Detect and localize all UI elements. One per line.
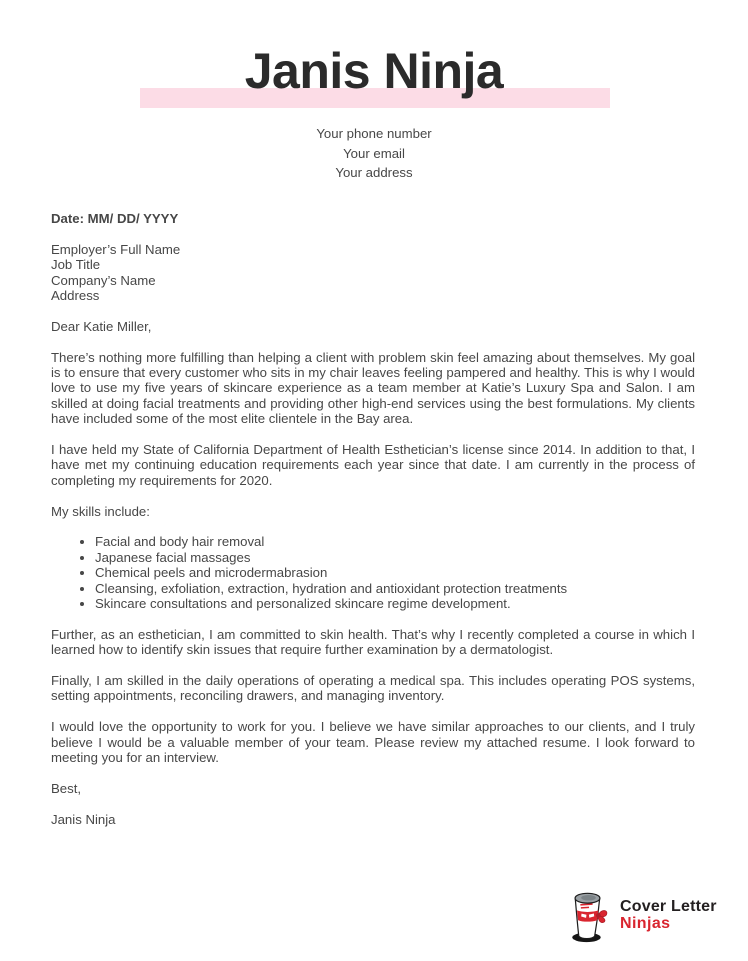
letter-body [51, 211, 695, 827]
paragraph-license: I have held my State of California Department of Health Esthetician’s license since 2014. In addition to that, I have met my continuing education requirements each year since that date. I am currently in the process of completing my requirements for 2020. [51, 442, 695, 488]
valediction: Best, [51, 780, 82, 796]
skill-item: • Facial and body hair removal [95, 534, 695, 549]
recipient-name: Employer’s Full Name [51, 241, 181, 257]
letterhead [0, 0, 748, 211]
cover-letter-ninjas-logo [567, 887, 717, 944]
recipient-address: Address [51, 288, 100, 304]
recipient-job-title: Job Title [51, 257, 101, 273]
brand-wordmark [620, 899, 717, 932]
ninja-scroll-icon [567, 887, 609, 944]
paragraph-operations: Finally, I am skilled in the daily operations of operating a medical spa. This includes operating POS systems, setting appointments, reconciling drawers, and managing inventory. [51, 673, 695, 704]
salutation: Dear Katie Miller, [51, 318, 152, 334]
skill-item: • Japanese facial massages [95, 550, 695, 565]
applicant-name: Janis Ninja [244, 43, 504, 99]
skills-intro: My skills include: [51, 503, 150, 519]
date-line: Date: MM/ DD/ YYYY [51, 211, 179, 226]
contact-phone: Your phone number [316, 126, 432, 141]
paragraph-intro: There’s nothing more fulfilling than helping a client with problem skin feel amazing about themselves. My goal is to ensure that every customer who sits in my chair leaves feeling pampered and healthy. This is why I would love to use my five years of skincare experience as a team member at Katie’s Luxury Spa and Salon. I am skilled at doing facial treatments and providing other high-end services using the best formulations. My clients have included some of the most elite clientele in the Bay area. [51, 349, 695, 427]
recipient-company: Company’s Name [51, 272, 156, 288]
recipient-block [51, 242, 695, 304]
skill-item: • Chemical peels and microdermabrasion [95, 565, 695, 580]
brand-name-line2: Ninjas [620, 914, 671, 932]
paragraph-closing: I would love the opportunity to work for you. I believe we have similar approaches to our clients, and I truly believe I would be a valuable member of your team. Please review my attached resume. I look forward to meeting you for an interview. [51, 719, 695, 766]
skills-list [51, 534, 695, 611]
paragraph-course: Further, as an esthetician, I am committed to skin health. That’s why I recently completed a course in which I learned how to identify skin issues that require further examination by a dermatologist. [51, 626, 695, 658]
contact-address: Your address [335, 165, 413, 181]
brand-name-line1: Cover Letter [620, 898, 717, 915]
signature-name: Janis Ninja [51, 811, 116, 827]
contact-email: Your email [343, 145, 405, 161]
contact-block [0, 124, 748, 183]
skill-item: • Cleansing, exfoliation, extraction, hydration and antioxidant protection treatments [95, 581, 695, 596]
skill-item: • Skincare consultations and personalized skincare regime development. [95, 596, 695, 611]
